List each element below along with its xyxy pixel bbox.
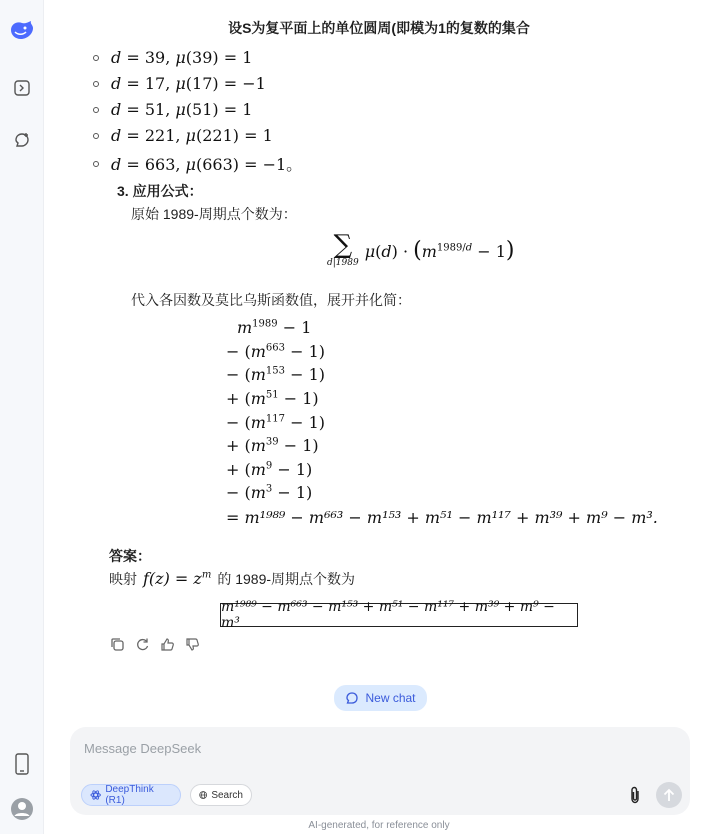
expansion-term: + $(m^{39} - 1)$	[226, 436, 319, 455]
search-toggle[interactable]	[190, 784, 252, 806]
answer-pre: 映射	[109, 571, 137, 587]
new-chat-button-icon	[345, 691, 359, 705]
list-item: d = 221, μ(221) = 1	[93, 126, 273, 145]
exponent: 153	[265, 365, 285, 377]
summation-formula: ∑ d|1989 $\mu(d) \cdot (m^{1989/d} - 1)$	[327, 230, 515, 268]
answer-exponent: m	[201, 569, 212, 581]
expansion-term: − $(m^3 - 1)$	[226, 483, 313, 502]
expansion-term: − $(m^{117} - 1)$	[226, 413, 325, 432]
boxed-answer	[220, 599, 578, 631]
d-arg: 39	[192, 48, 213, 67]
d-value: 17	[144, 74, 166, 93]
sidebar	[0, 0, 44, 834]
d-arg: 221	[202, 126, 233, 145]
d-value: 663	[144, 155, 176, 174]
list-item: d = 51, μ(51) = 1	[93, 100, 252, 119]
search-label: Search	[211, 789, 243, 801]
new-chat-button[interactable]	[334, 685, 427, 711]
mu-value: −1	[242, 74, 266, 93]
bullet-icon	[93, 107, 99, 113]
globe-icon	[199, 789, 207, 801]
mu-value: 1	[242, 100, 253, 119]
d-arg: 17	[192, 74, 213, 93]
answer-sentence	[109, 569, 355, 589]
bullet-icon	[93, 55, 99, 61]
disclaimer: AI-generated, for reference only	[308, 820, 450, 831]
exponent: 663	[265, 342, 285, 354]
toggle-sidebar-icon[interactable]	[0, 70, 43, 106]
step-intro: 原始 1989-周期点个数为：	[131, 206, 297, 222]
bullet-icon	[93, 133, 99, 139]
mu-value: 1	[242, 48, 253, 67]
mu-value: −1。	[262, 155, 303, 174]
arrow-up-icon	[663, 788, 675, 802]
term-sign: −	[226, 342, 240, 361]
d-value: 221	[144, 126, 176, 145]
message-actions	[109, 636, 201, 653]
sigma-symbol: ∑	[333, 230, 353, 260]
term-sign: −	[226, 413, 240, 432]
exponent: 9	[265, 460, 273, 472]
regenerate-icon[interactable]	[134, 636, 151, 653]
bullet-icon	[93, 81, 99, 87]
sigma-subscript: d|1989	[327, 258, 359, 268]
expansion-term: − $(m^{663} - 1)$	[226, 342, 325, 361]
expansion-term: + $(m^9 - 1)$	[226, 460, 313, 479]
list-item: d = 39, μ(39) = 1	[93, 48, 252, 67]
sigma	[327, 232, 359, 268]
deepthink-toggle[interactable]	[81, 784, 181, 806]
message-composer	[70, 727, 690, 815]
exponent: 3	[265, 483, 273, 495]
step-heading	[117, 181, 203, 201]
copy-icon[interactable]	[109, 636, 126, 653]
thumbs-down-icon[interactable]	[184, 636, 201, 653]
term-sign: −	[226, 365, 240, 384]
mu-value: 1	[262, 126, 273, 145]
thumbs-up-icon[interactable]	[159, 636, 176, 653]
mobile-app-icon[interactable]	[0, 746, 43, 782]
exponent: 1989	[252, 318, 278, 330]
step-title: 应用公式：	[132, 183, 203, 199]
bullet-icon	[93, 161, 99, 167]
exponent: 39	[265, 436, 279, 448]
attach-icon[interactable]	[625, 785, 645, 805]
term-sign: +	[226, 389, 240, 408]
d-value: 39	[144, 48, 166, 67]
step-number: 3.	[117, 183, 129, 199]
boxed-answer-text: m¹⁹⁸⁹ − m⁶⁶³ − m¹⁵³ + m⁵¹ − m¹¹⁷ + m³⁹ + m⁹ − m³	[221, 599, 555, 631]
new-chat-icon[interactable]	[0, 122, 43, 158]
d-arg: 663	[202, 155, 233, 174]
answer-function: f(z) = z	[143, 569, 202, 588]
deepthink-label: DeepThink (R1)	[105, 784, 154, 806]
expansion-first: $m^{1989} - 1$	[237, 318, 312, 337]
term-sign: +	[226, 460, 240, 479]
expansion-result: = m¹⁹⁸⁹ − m⁶⁶³ − m¹⁵³ + m⁵¹ − m¹¹⁷ + m³⁹ + m⁹ − m³.	[226, 508, 658, 527]
exponent: 117	[265, 413, 285, 425]
deepseek-logo-icon[interactable]	[0, 12, 43, 48]
avatar-icon[interactable]	[0, 791, 43, 827]
send-button[interactable]	[656, 782, 682, 808]
expansion-term: − $(m^{153} - 1)$	[226, 365, 325, 384]
atom-icon	[90, 789, 101, 801]
d-arg: 51	[192, 100, 213, 119]
term-sign: −	[226, 483, 240, 502]
answer-heading: 答案：	[109, 548, 151, 564]
exponent: 51	[265, 389, 279, 401]
expansion-term: + $(m^{51} - 1)$	[226, 389, 319, 408]
page-title: 设S为复平面上的单位圆周(即模为1的复数的集合	[228, 20, 530, 36]
new-chat-label: New chat	[365, 691, 416, 705]
list-item: d = 17, μ(17) = −1	[93, 74, 266, 93]
list-item: d = 663, μ(663) = −1。	[93, 152, 302, 175]
message-input[interactable]	[82, 737, 626, 759]
term-sign: +	[226, 436, 240, 455]
substitution-text: 代入各因数及莫比乌斯函数值，展开并化简：	[131, 292, 411, 308]
d-value: 51	[144, 100, 166, 119]
answer-post: 的 1989-周期点个数为	[217, 571, 356, 587]
